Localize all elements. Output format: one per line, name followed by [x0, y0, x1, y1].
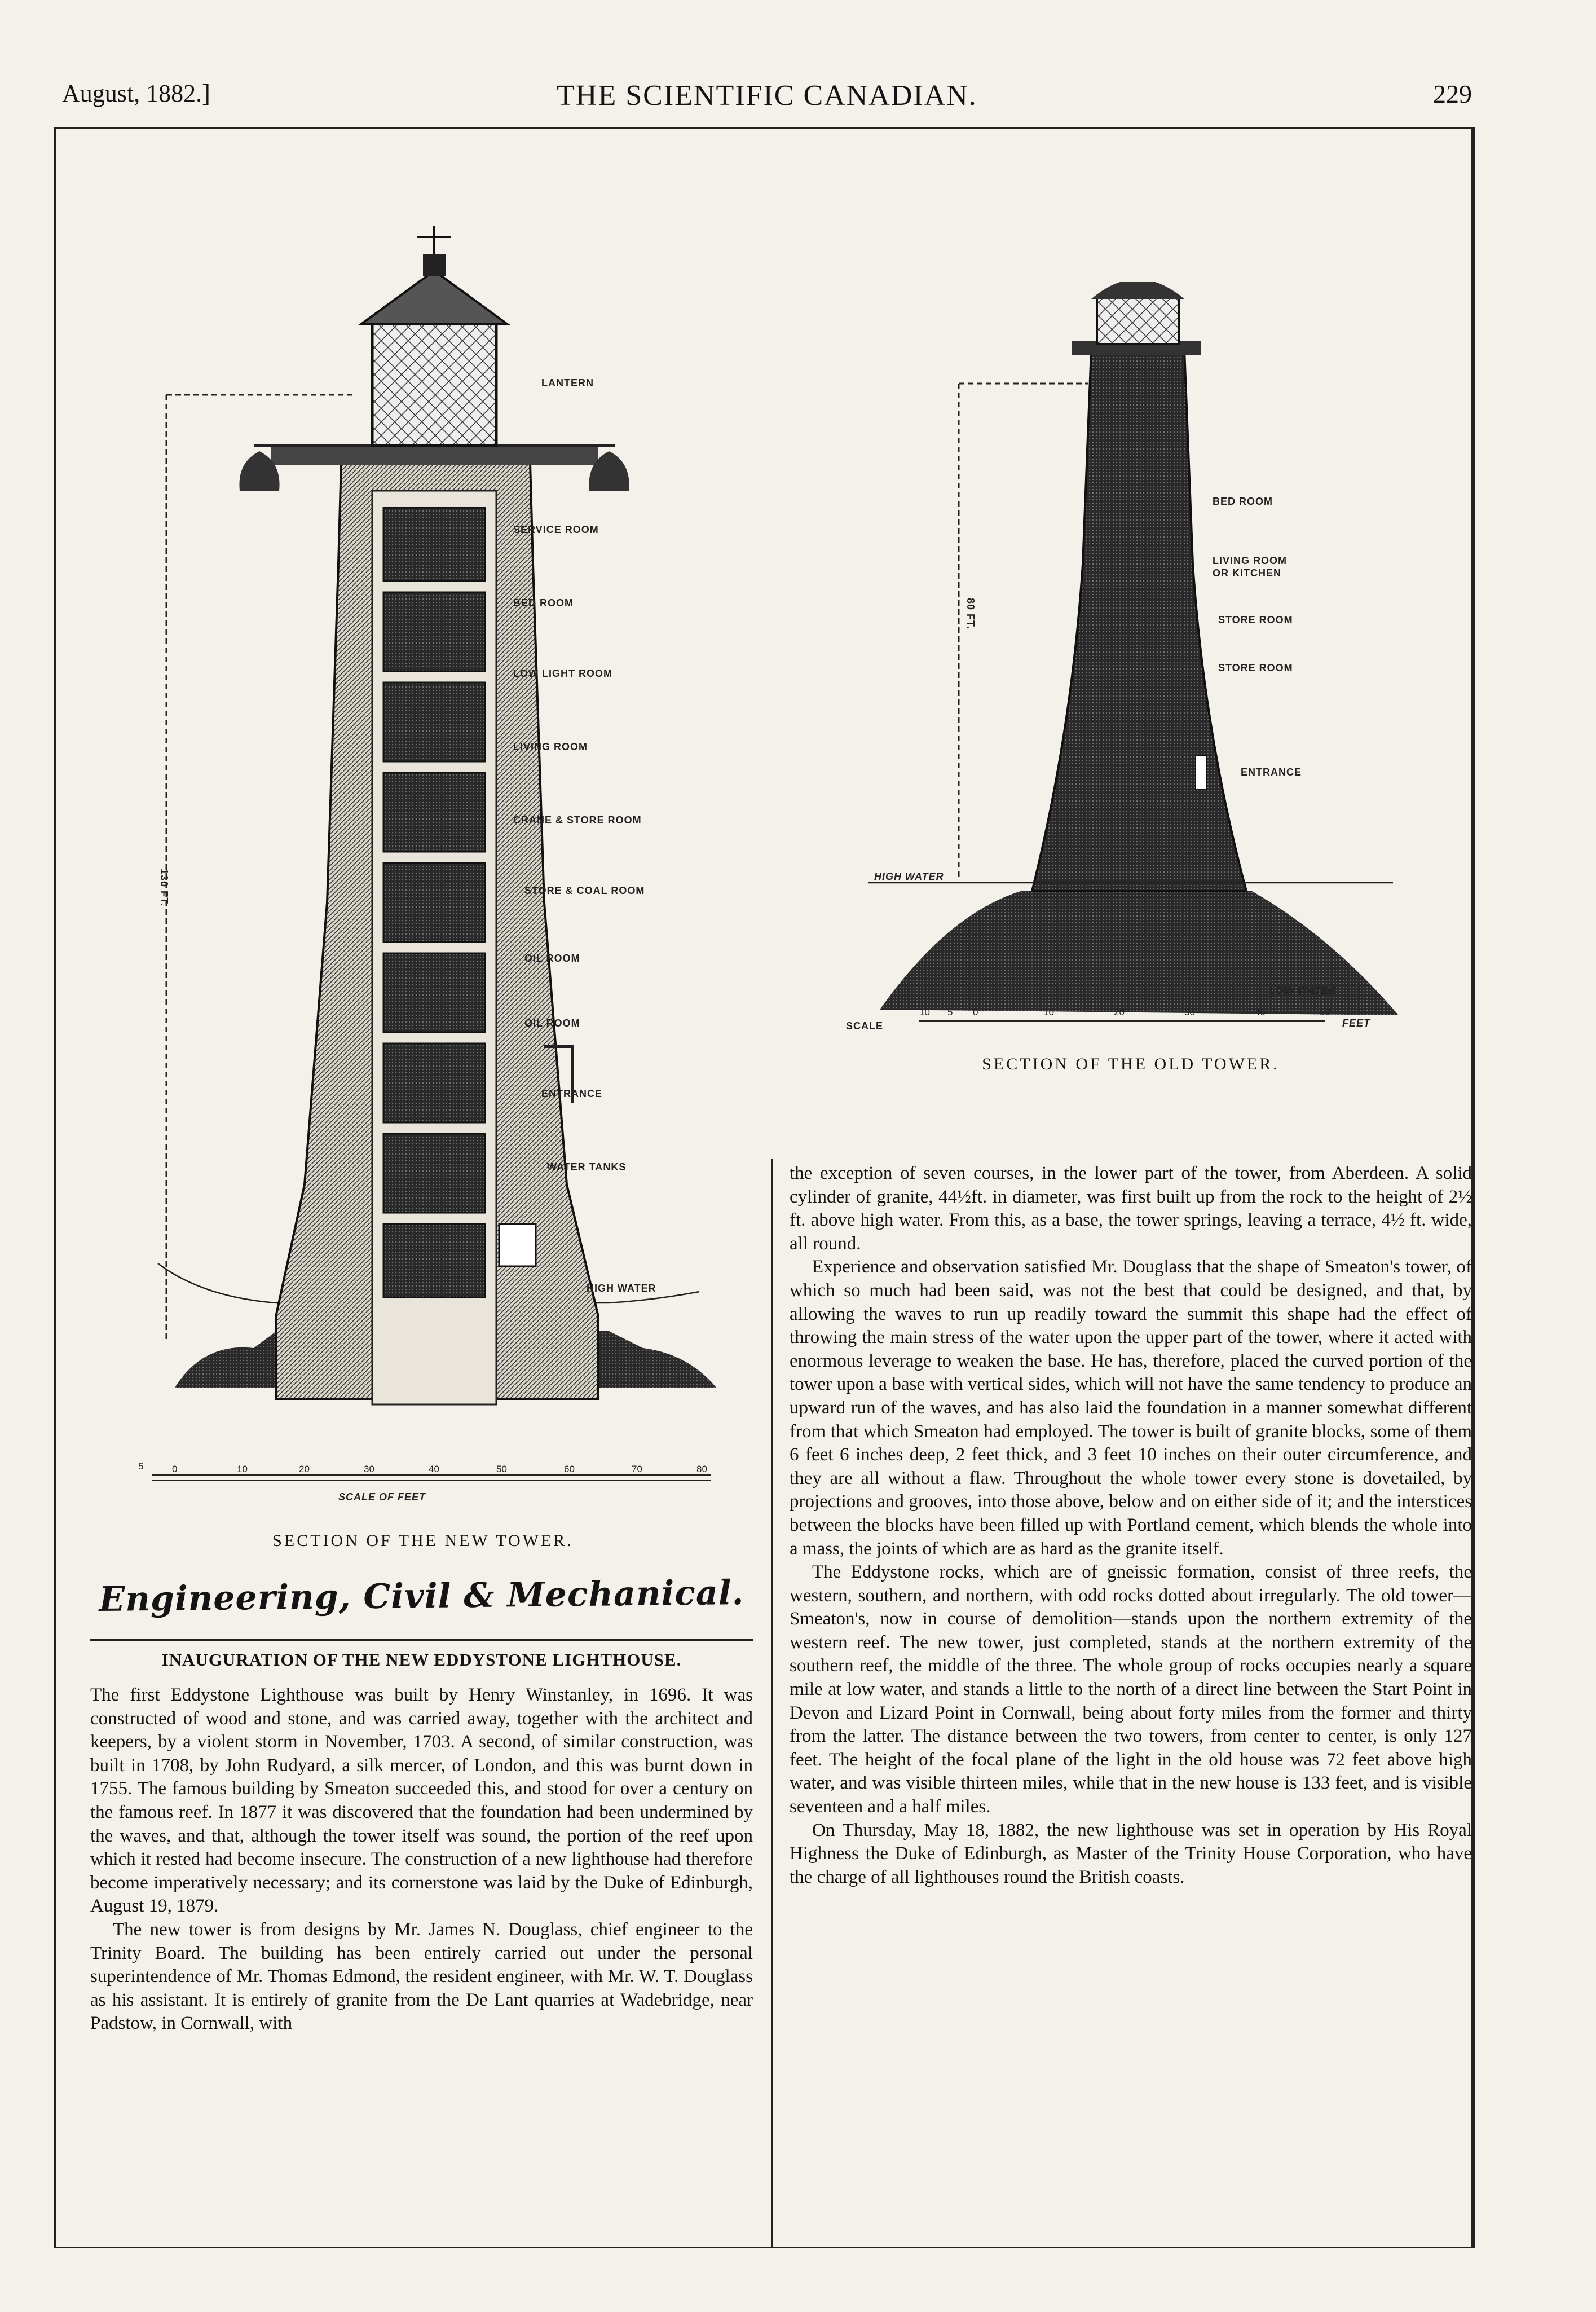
section-title: Engineering, Civil & Mechanical. — [99, 1573, 744, 1619]
scale-label: SCALE OF FEET — [338, 1491, 426, 1503]
scale-label: SCALE — [846, 1020, 884, 1032]
height-label: 130 FT. — [158, 869, 170, 907]
issue-date: August, 1882.] — [62, 80, 210, 107]
label-service-room: SERVICE ROOM — [513, 524, 599, 535]
right-paragraph-2: Experience and observation satisfied Mr. Douglass that the shape of Smeaton's tower, of which so much had been said, was not the best that could be designed, and that, by allowing the waves to run up readily toward the summit this shape had the effect of throwing the main stress of the water upon the upper part of the tower, where it acted with enormous leverage to weaken the base. He has, therefore, placed the curved portion of the tower upon a base with vertical sides, which will not have the same tendency to produce an upward run of the waves, and has also laid the foundation in a manner somewhat different from that which Smeaton had employed. The tower is built of granite blocks, some of them 6 feet 6 inches deep, 2 feet thick, and 3 feet 10 inches on their outer circumference, and they are all without a flaw. Throughout the whole tower every stone is dovetailed, by projections and grooves, into those above, below and on either side of it; and the interstices between the blocks have been filled up with Portland cement, which blends the whole into a mass, the joints of which are as hard as the granite itself. — [790, 1257, 1472, 1559]
left-paragraph-2: The new tower is from designs by Mr. James N. Douglass, chief engineer to the Trinity Board. The building has been entirely carried out under the personal superintendence of Mr. Thomas Edmond, the resident engineer, with Mr. W. T. Douglass as his assistant. It is entirely of granite from the De Lant quarries at Wadebridge, near Padstow, in Cornwall, with — [90, 1919, 753, 2034]
lantern-cap — [423, 254, 446, 276]
scale-tick-5: 30 — [1184, 1007, 1195, 1018]
scale-tick-3: 20 — [299, 1464, 310, 1474]
old-tower-illustration — [835, 282, 1427, 1043]
label-store-room-1: STORE ROOM — [1218, 614, 1293, 626]
page-number: 229 — [1433, 80, 1472, 108]
weather-vane — [417, 226, 451, 254]
right-paragraph-3: The Eddystone rocks, which are of gneissic formation, consist of three reefs, the western, southern, and northern, with odd rocks dotted about irregularly. The old tower—Smeaton's, now in course of demolition—stands upon the northern extremity of the western reef. The new tower, just completed, stands at the northern extremity of the southern reef, the middle of the three. The whole group of rocks occupies nearly a square mile at low water, and stands a little to the north of a direct line between the Start Point in Devon and Lizard Point in Cornwall, being about forty miles from the former and thirty from the latter. The distance between the two towers, from center to center, is only 127 feet. The height of the focal plane of the light in the old house was 72 feet above high water, and was visible thirteen miles, while that in the new house is 133 feet, and is visible seventeen and a half miles. — [790, 1562, 1472, 1817]
scale-tick-7: 50 — [1320, 1007, 1330, 1018]
room-divisions — [383, 508, 485, 1297]
scale-bar — [138, 1461, 711, 1503]
scale-tick-1: 0 — [172, 1464, 178, 1474]
lantern-dome — [1091, 282, 1184, 299]
scale-tick-0: 10 — [919, 1007, 930, 1018]
lantern — [372, 322, 496, 446]
height-label: 80 FT. — [965, 598, 976, 630]
scale-tick-9: 80 — [696, 1464, 707, 1474]
scale-tick-6: 50 — [496, 1464, 507, 1474]
new-tower-illustration — [90, 226, 778, 1506]
gallery — [271, 446, 598, 465]
entrance-door — [499, 1224, 536, 1266]
scale-tick-0: 5 — [138, 1461, 144, 1472]
entrance-door — [1196, 756, 1207, 790]
label-entrance: ENTRANCE — [541, 1088, 603, 1099]
label-low-light-room: LOW LIGHT ROOM — [513, 668, 612, 679]
scale-tick-8: 70 — [632, 1464, 642, 1474]
scale-tick-4: 20 — [1114, 1007, 1125, 1018]
scale-tick-6: 40 — [1255, 1007, 1266, 1018]
scale-unit: FEET — [1342, 1018, 1371, 1029]
caption-new-tower: SECTION OF THE NEW TOWER. — [272, 1531, 574, 1550]
label-high-water: HIGH WATER — [587, 1283, 656, 1294]
label-store-coal-room: STORE & COAL ROOM — [524, 885, 645, 896]
scale-tick-4: 30 — [364, 1464, 374, 1474]
label-high-water: HIGH WATER — [874, 871, 944, 882]
journal-title: THE SCIENTIFIC CANADIAN. — [557, 80, 977, 112]
label-lantern: LANTERN — [541, 377, 594, 389]
lantern — [1097, 296, 1179, 344]
label-oil-room-2: OIL ROOM — [524, 1018, 580, 1029]
label-living-room: LIVING ROOM — [513, 741, 588, 752]
label-or-kitchen: OR KITCHEN — [1213, 567, 1281, 579]
label-oil-room-1: OIL ROOM — [524, 953, 580, 964]
page-header — [62, 79, 1472, 124]
column-divider — [771, 1159, 773, 2248]
right-paragraph-4: On Thursday, May 18, 1882, the new lighthouse was set in operation by His Royal Highness the Duke of Edinburgh, as Master of the Trinity House Corporation, who have the charge of all lighthouses round the British coasts. — [790, 1820, 1472, 1887]
scale-tick-2: 0 — [973, 1007, 978, 1018]
scale-tick-7: 60 — [564, 1464, 575, 1474]
left-paragraph-1: The first Eddystone Lighthouse was built by Henry Winstanley, in 1696. It was constructed of wood and stone, and was carried away, together with the architect and keepers, by a violent storm in November, 1703. A second, of similar construction, was built in 1708, by John Rudyard, a silk mercer, of London, and this was burnt down in 1755. The famous building by Smeaton succeeded this, and stood for over a century on the famous reef. In 1877 it was discovered that the foundation had been undermined by the waves, and that, although the tower itself was sound, the portion of the reef upon which it rested had become insecure. The construction of a new lighthouse had therefore become imperatively necessary; and its cornerstone was laid by the Duke of Edinburgh, August 19, 1879. — [90, 1685, 753, 1917]
scale-tick-2: 10 — [237, 1464, 248, 1474]
scale-tick-1: 5 — [947, 1007, 953, 1018]
label-bed-room: BED ROOM — [513, 597, 574, 609]
label-crane-store-room: CRANE & STORE ROOM — [513, 814, 642, 826]
lantern-roof — [361, 271, 508, 324]
label-water-tanks: WATER TANKS — [547, 1161, 627, 1173]
label-store-room-2: STORE ROOM — [1218, 662, 1293, 673]
scale-tick-5: 40 — [429, 1464, 439, 1474]
section-rule — [90, 1639, 753, 1641]
label-low-water: LOW WATER — [1269, 985, 1337, 996]
scale-tick-3: 10 — [1043, 1007, 1054, 1018]
label-bed-room: BED ROOM — [1213, 496, 1273, 507]
caption-old-tower: SECTION OF THE OLD TOWER. — [982, 1055, 1280, 1073]
left-column — [90, 1684, 753, 2036]
tower-body — [1032, 350, 1246, 891]
article-title: INAUGURATION OF THE NEW EDDYSTONE LIGHTHOUSE. — [161, 1650, 682, 1670]
right-column — [790, 1162, 1472, 1889]
label-entrance: ENTRANCE — [1241, 767, 1302, 778]
label-living-room: LIVING ROOM — [1213, 555, 1287, 566]
rock-base — [880, 891, 1399, 1015]
right-paragraph-1: the exception of seven courses, in the lower part of the tower, from Aberdeen. A solid cylinder of granite, 44½ft. in diameter, was first built up from the rock to the height of 2½ ft. above high water. From this, as a base, the tower springs, leaving a terrace, 4½ ft. wide, all round. — [790, 1163, 1472, 1254]
